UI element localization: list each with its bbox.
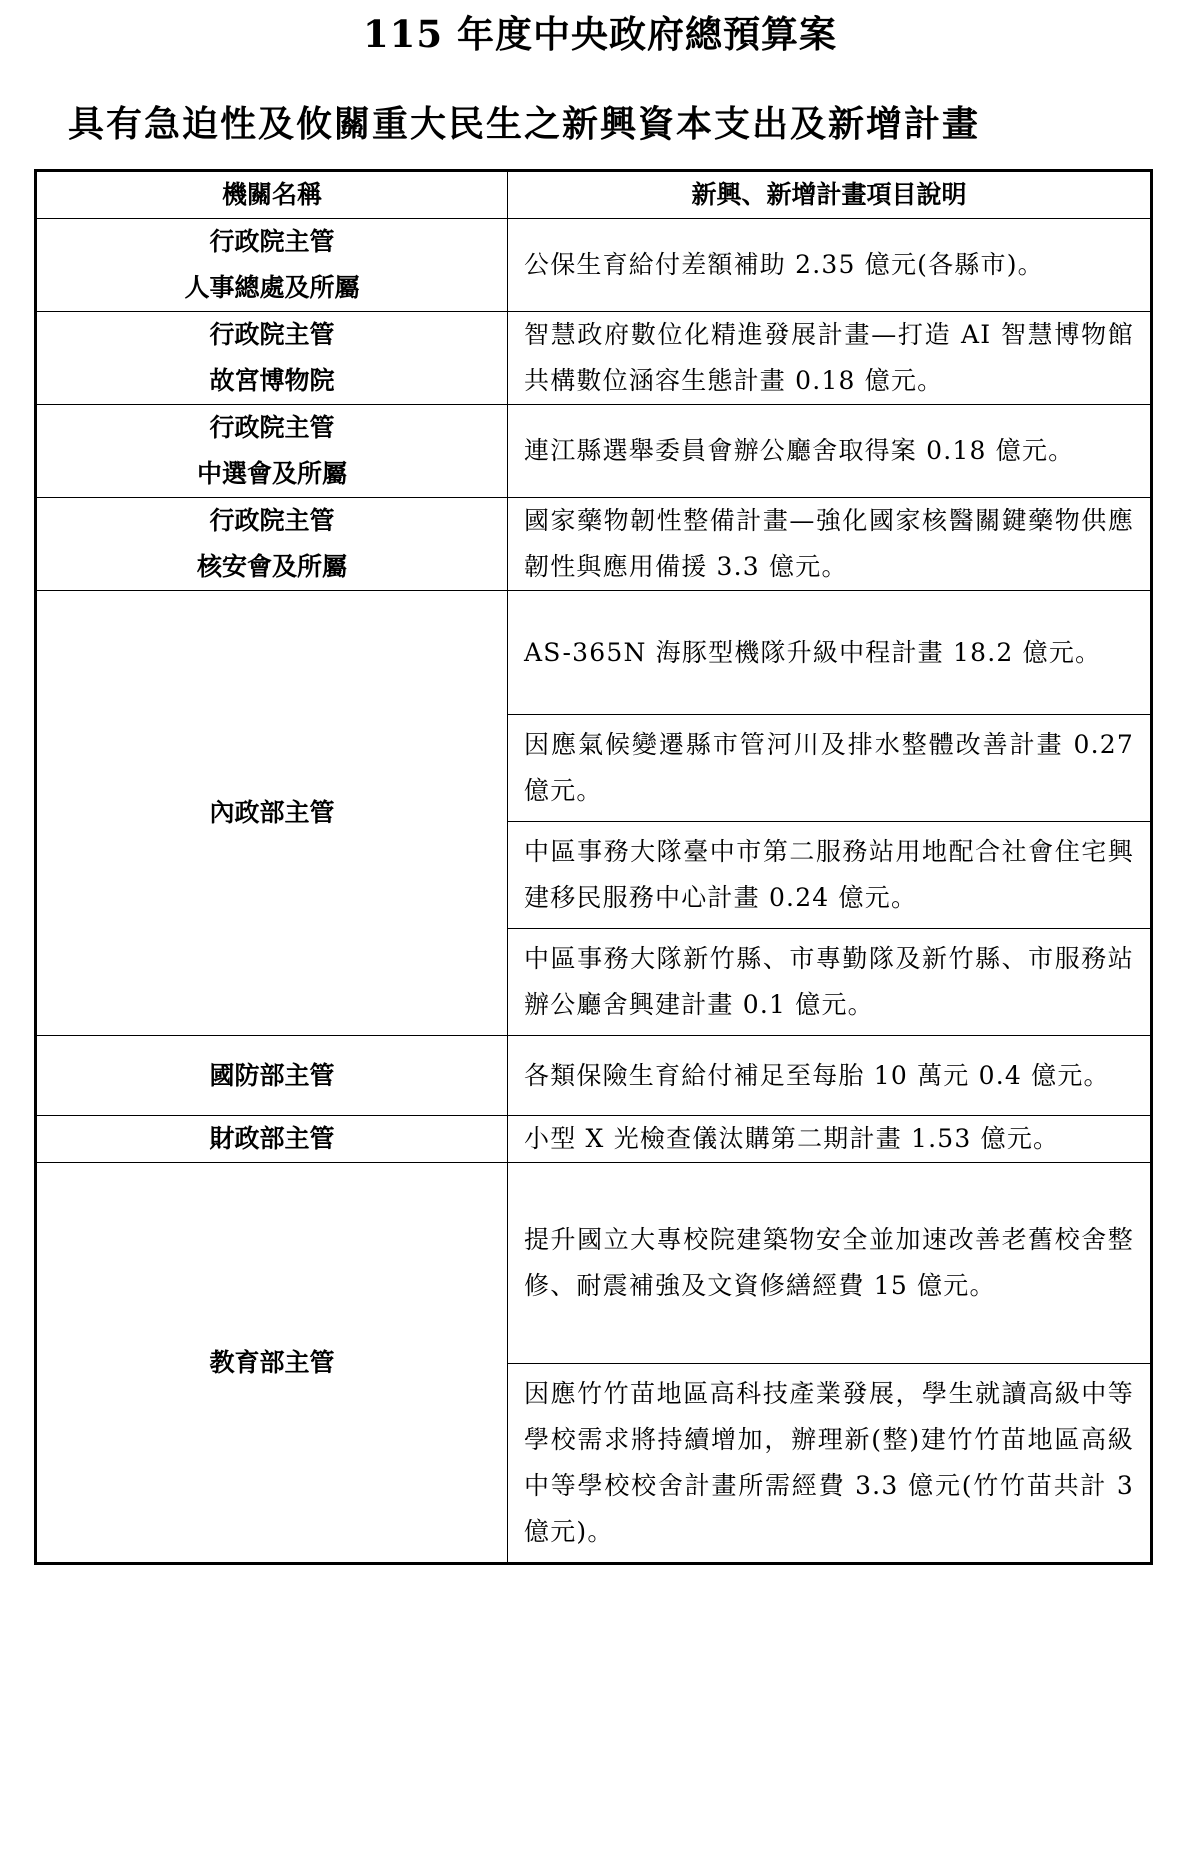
agency-ministry: 財政部主管: [209, 1124, 335, 1153]
agency-ministry: 行政院主管: [209, 506, 335, 535]
budget-table: [34, 169, 1153, 1565]
agency-cell: [36, 312, 508, 405]
plan-description: 因應竹竹苗地區高科技產業發展，學生就讀高級中等學校需求將持續增加，辦理新(整)建竹竹苗地區高級中等學校校舍計畫所需經費 3.3 億元(竹竹苗共計 3 億元)。: [508, 1364, 1152, 1564]
table-row: [36, 405, 1152, 498]
page-title: 115 年度中央政府總預算案: [362, 12, 838, 56]
table-row: [36, 1116, 1152, 1163]
table-row: [36, 1036, 1152, 1116]
plan-description: 提升國立大專校院建築物安全並加速改善老舊校舍整修、耐震補強及文資修繕經費 15 億元。: [508, 1163, 1152, 1364]
table-row: [36, 591, 1152, 715]
agency-cell: [36, 591, 508, 1036]
agency-cell: [36, 1116, 508, 1163]
table-row: [36, 498, 1152, 591]
plan-description: 因應氣候變遷縣市管河川及排水整體改善計畫 0.27 億元。: [508, 715, 1152, 822]
plan-description: 公保生育給付差額補助 2.35 億元(各縣市)。: [508, 219, 1152, 312]
agency-ministry: 行政院主管: [209, 227, 335, 256]
agency-ministry: 國防部主管: [209, 1060, 335, 1090]
plan-description: 中區事務大隊臺中市第二服務站用地配合社會住宅興建移民服務中心計畫 0.24 億元。: [508, 822, 1152, 929]
agency-ministry: 教育部主管: [209, 1347, 335, 1377]
agency-cell: [36, 1163, 508, 1564]
agency-ministry: 行政院主管: [209, 320, 335, 349]
plan-description: 智慧政府數位化精進發展計畫—打造 AI 智慧博物館共構數位涵容生態計畫 0.18 億元。: [508, 312, 1152, 405]
plan-description: 中區事務大隊新竹縣、市專勤隊及新竹縣、市服務站辦公廳舍興建計畫 0.1 億元。: [508, 929, 1152, 1036]
agency-unit: 人事總處及所屬: [184, 273, 360, 302]
header-agency: 機關名稱: [36, 171, 508, 219]
agency-cell: [36, 219, 508, 312]
agency-ministry: 內政部主管: [209, 798, 335, 827]
agency-cell: [36, 405, 508, 498]
plan-description: AS-365N 海豚型機隊升級中程計畫 18.2 億元。: [508, 591, 1152, 715]
page-subtitle: 具有急迫性及攸關重大民生之新興資本支出及新增計畫: [68, 103, 981, 145]
agency-unit: 故宮博物院: [209, 366, 335, 395]
agency-unit: 中選會及所屬: [196, 459, 347, 488]
plan-description: 小型 X 光檢查儀汰購第二期計畫 1.53 億元。: [508, 1116, 1152, 1163]
table-row: [36, 312, 1152, 405]
header-description: 新興、新增計畫項目說明: [508, 171, 1152, 219]
table-row: [36, 219, 1152, 312]
plan-description: 各類保險生育給付補足至每胎 10 萬元 0.4 億元。: [508, 1036, 1152, 1116]
table-row: [36, 1163, 1152, 1364]
agency-ministry: 行政院主管: [209, 413, 335, 442]
plan-description: 連江縣選舉委員會辦公廳舍取得案 0.18 億元。: [508, 405, 1152, 498]
agency-unit: 核安會及所屬: [196, 552, 347, 581]
plan-description: 國家藥物韌性整備計畫—強化國家核醫關鍵藥物供應韌性與應用備援 3.3 億元。: [508, 498, 1152, 591]
agency-cell: [36, 1036, 508, 1116]
table-header-row: [36, 171, 1152, 219]
agency-cell: [36, 498, 508, 591]
